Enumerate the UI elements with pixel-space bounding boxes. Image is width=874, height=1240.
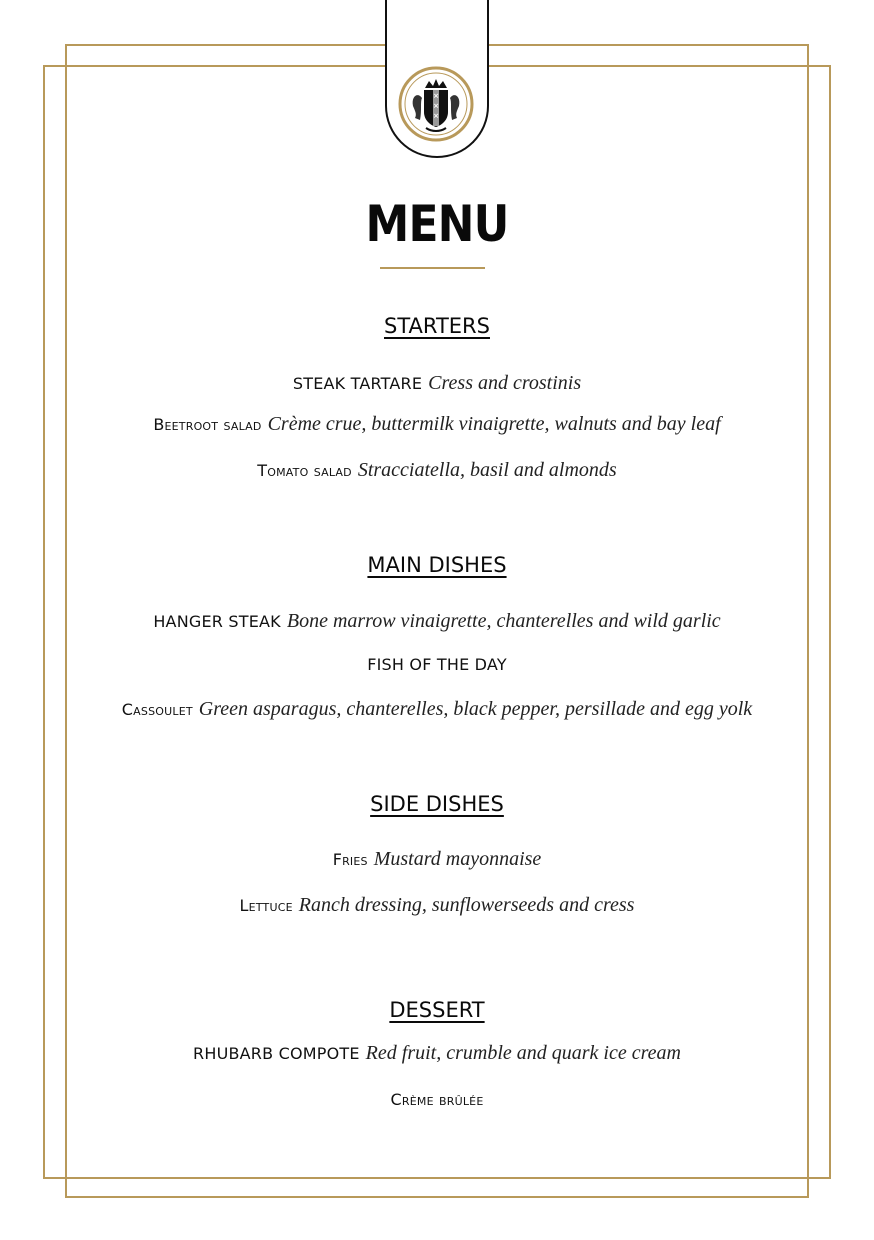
menu-item <box>0 610 874 633</box>
svg-text:×: × <box>433 112 439 120</box>
item-description: Crème crue, buttermilk vinaigrette, walnuts and bay leaf <box>267 413 721 435</box>
item-name: HANGER STEAK <box>153 612 281 631</box>
section-title-main-dishes: MAIN DISHES <box>367 553 507 577</box>
menu-item <box>0 459 874 482</box>
svg-text:×: × <box>433 102 439 110</box>
menu-item <box>0 894 874 917</box>
section-title-side-dishes: SIDE DISHES <box>370 792 504 816</box>
item-name: Lettuce <box>239 896 293 915</box>
item-name: Fries <box>332 850 368 869</box>
item-description: Bone marrow vinaigrette, chanterelles and wild garlic <box>286 610 721 632</box>
item-description: Ranch dressing, sunflowerseeds and cress <box>298 894 635 916</box>
svg-text:×: × <box>433 92 439 100</box>
title-divider <box>380 267 485 269</box>
item-name: Tomato salad <box>257 461 352 480</box>
amsterdam-coat-of-arms-icon <box>398 66 474 142</box>
item-description: Red fruit, crumble and quark ice cream <box>365 1042 681 1064</box>
menu-item <box>0 655 874 675</box>
menu-item <box>0 372 874 395</box>
item-name: Cassoulet <box>121 700 193 719</box>
item-name: FISH OF THE DAY <box>367 655 507 674</box>
item-name: Crème brûlée <box>390 1090 484 1109</box>
item-name: RHUBARB COMPOTE <box>193 1044 360 1063</box>
menu-item <box>0 848 874 871</box>
item-name: STEAK TARTARE <box>292 374 423 393</box>
item-description: Mustard mayonnaise <box>373 848 542 870</box>
item-name: Beetroot salad <box>153 415 262 434</box>
item-description: Stracciatella, basil and almonds <box>357 459 617 481</box>
menu-item <box>0 1042 874 1065</box>
item-description: Cress and crostinis <box>428 372 582 394</box>
section-title-starters: STARTERS <box>384 314 490 338</box>
menu-title: MENU <box>365 195 509 253</box>
section-title-dessert: DESSERT <box>389 998 485 1022</box>
menu-item <box>0 698 874 721</box>
item-description: Green asparagus, chanterelles, black pepper, persillade and egg yolk <box>198 698 753 720</box>
menu-item <box>0 413 874 436</box>
menu-item <box>0 1090 874 1110</box>
